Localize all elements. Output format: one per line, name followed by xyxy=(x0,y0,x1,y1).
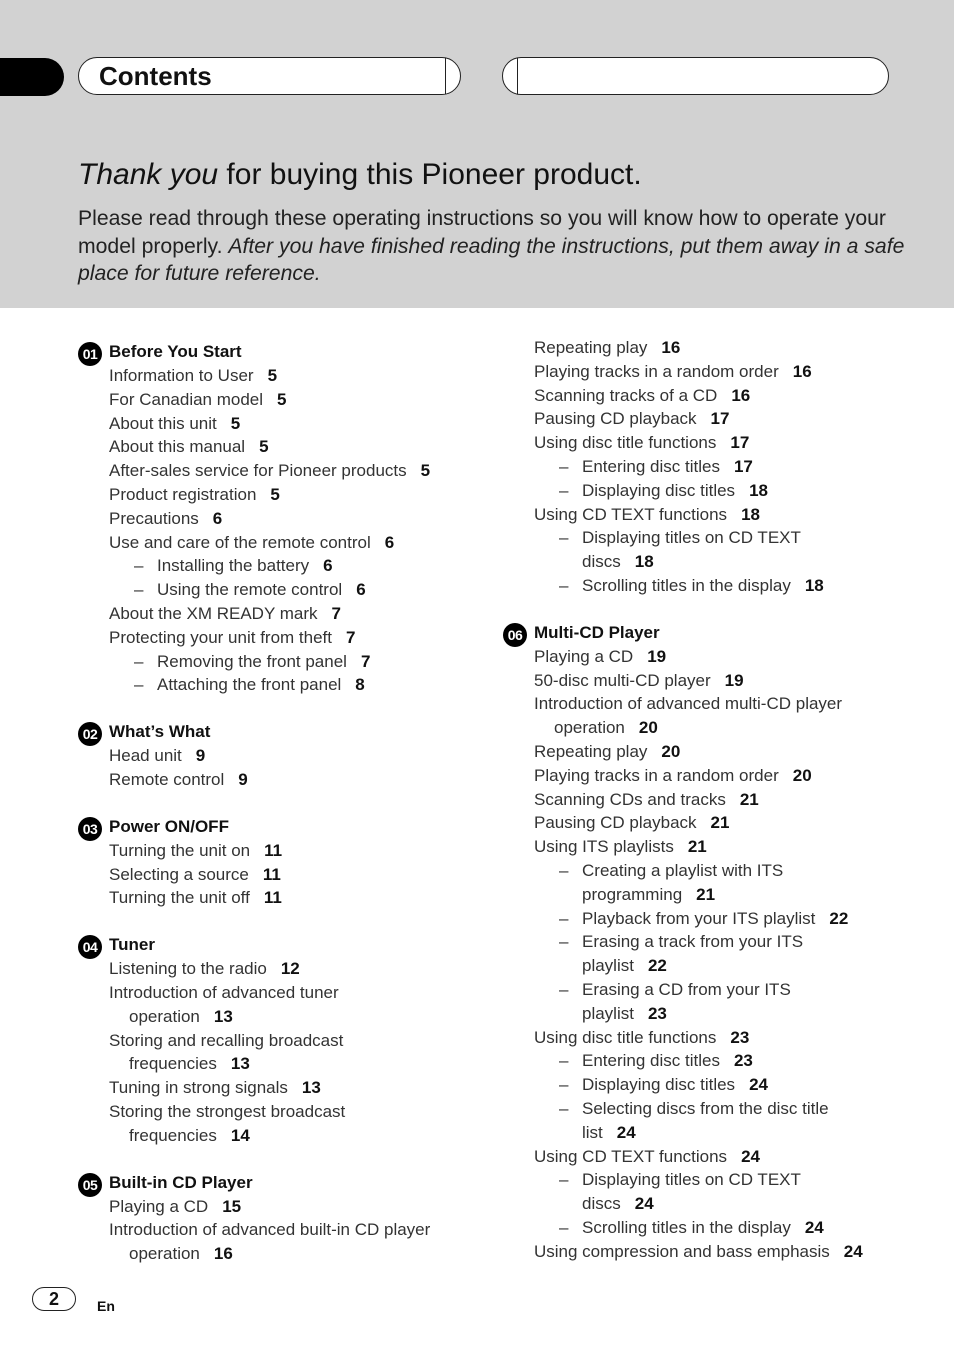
toc-section xyxy=(503,336,883,598)
sub-entry-dash: – xyxy=(559,480,569,500)
entry-text: Turning the unit off xyxy=(109,888,250,908)
entry-text: Introduction of advanced tuner xyxy=(109,982,339,1002)
toc-entry[interactable] xyxy=(78,768,458,792)
entry-page-number: 13 xyxy=(230,1054,250,1074)
section-title: Power ON/OFF xyxy=(109,816,229,836)
entry-text: 50-disc multi-CD player xyxy=(534,670,711,690)
entry-page-number: 24 xyxy=(634,1194,654,1214)
toc-entry[interactable] xyxy=(503,1145,883,1169)
toc-entry[interactable] xyxy=(503,692,883,740)
entry-continuation: playlist xyxy=(582,1003,634,1023)
toc-entry[interactable] xyxy=(78,886,458,910)
entry-page-number: 17 xyxy=(733,456,753,476)
entry-page-number: 24 xyxy=(741,1146,760,1166)
language-label: En xyxy=(97,1298,115,1314)
section-heading xyxy=(78,1171,458,1195)
toc-section xyxy=(78,933,458,1147)
toc-entry[interactable] xyxy=(503,1240,883,1264)
entry-page-number: 15 xyxy=(222,1196,242,1216)
entry-text: Using compression and bass emphasis xyxy=(534,1241,830,1261)
entry-text-continued xyxy=(561,954,883,978)
toc-entry[interactable] xyxy=(503,669,883,693)
entry-text: Scanning tracks of a CD xyxy=(534,385,718,405)
entry-page-number: 17 xyxy=(730,433,750,453)
toc-entry[interactable] xyxy=(78,650,458,674)
toc-entry[interactable] xyxy=(503,740,883,764)
entry-page-number: 11 xyxy=(262,864,281,884)
entry-text: Using disc title functions xyxy=(534,1027,717,1047)
entry-text-continued xyxy=(534,716,883,740)
entry-text: Repeating play xyxy=(534,338,648,357)
toc-entry[interactable] xyxy=(78,483,458,507)
entry-text: Playing a CD xyxy=(534,646,634,666)
entry-continuation: playlist xyxy=(582,956,634,976)
toc-entry[interactable] xyxy=(78,981,458,1029)
entry-text: Erasing a track from your ITS xyxy=(582,932,804,952)
entry-text: Listening to the radio xyxy=(109,959,267,979)
headline-rest: for buying this Pioneer product. xyxy=(218,158,642,191)
entry-page-number: 5 xyxy=(270,484,280,504)
entry-page-number: 20 xyxy=(661,741,681,761)
entry-text: Using disc title functions xyxy=(534,433,717,453)
entry-page-number: 18 xyxy=(634,552,654,572)
entry-list xyxy=(78,1195,458,1266)
entry-text: Selecting discs from the disc title xyxy=(582,1098,829,1118)
section-title: Before You Start xyxy=(109,342,242,361)
toc-entry[interactable] xyxy=(78,673,458,697)
entry-page-number: 8 xyxy=(355,675,365,695)
toc-entry[interactable] xyxy=(503,479,883,503)
toc-entry[interactable] xyxy=(503,1216,883,1240)
entry-list xyxy=(78,839,458,910)
entry-list xyxy=(503,645,883,1264)
entry-list xyxy=(78,744,458,792)
entry-page-number: 9 xyxy=(238,769,248,789)
entry-text: After-sales service for Pioneer products xyxy=(109,461,407,481)
entry-page-number: 16 xyxy=(661,338,681,357)
entry-text: Introduction of advanced multi-CD player xyxy=(534,694,843,714)
sub-entry-dash: – xyxy=(559,1170,569,1190)
toc-entry[interactable] xyxy=(503,455,883,479)
entry-text: About this manual xyxy=(109,437,246,457)
entry-text: Attaching the front panel xyxy=(157,675,342,695)
headline-italic: Thank you xyxy=(78,158,219,191)
entry-continuation: list xyxy=(582,1122,603,1142)
entry-text: Displaying disc titles xyxy=(582,1075,736,1095)
sub-entry-dash: – xyxy=(559,932,569,952)
entry-continuation: programming xyxy=(582,884,683,904)
entry-page-number: 7 xyxy=(331,603,341,623)
entry-text-continued xyxy=(561,550,883,574)
toc-entry[interactable] xyxy=(78,554,458,578)
entry-text-continued xyxy=(561,1192,883,1216)
sub-entry-dash: – xyxy=(559,979,569,999)
section-title: Built-in CD Player xyxy=(109,1172,253,1192)
entry-text-continued xyxy=(109,1052,458,1076)
entry-text-continued xyxy=(561,883,883,907)
page-number: 2 xyxy=(32,1287,76,1311)
toc-entry[interactable] xyxy=(78,602,458,626)
entry-text: Remote control xyxy=(109,769,225,789)
entry-continuation: operation xyxy=(129,1006,200,1026)
entry-text: Installing the battery xyxy=(157,556,310,576)
section-heading xyxy=(78,340,458,364)
toc-entry[interactable] xyxy=(503,1168,883,1216)
toc-section xyxy=(78,815,458,910)
toc-entry[interactable] xyxy=(503,407,883,431)
entry-continuation: discs xyxy=(582,552,621,572)
toc-entry[interactable] xyxy=(503,1073,883,1097)
entry-page-number: 21 xyxy=(710,813,730,833)
toc-entry[interactable] xyxy=(503,503,883,527)
entry-text: Introduction of advanced built-in CD player xyxy=(109,1220,431,1240)
toc-entry[interactable] xyxy=(78,1100,458,1148)
entry-page-number: 16 xyxy=(213,1244,233,1264)
toc-entry[interactable] xyxy=(78,1029,458,1077)
entry-text: Pausing CD playback xyxy=(534,813,697,833)
entry-continuation: operation xyxy=(129,1244,200,1264)
sub-entry-dash: – xyxy=(559,575,569,595)
contents-title: Contents xyxy=(99,61,212,91)
toc-entry[interactable] xyxy=(503,645,883,669)
entry-text: Storing and recalling broadcast xyxy=(109,1030,344,1050)
section-heading xyxy=(503,621,883,645)
toc-entry[interactable] xyxy=(78,531,458,555)
entry-text: Information to User xyxy=(109,366,254,385)
entry-page-number: 5 xyxy=(420,461,431,481)
entry-text: Creating a playlist with ITS xyxy=(582,860,784,880)
toc-entry[interactable] xyxy=(78,1195,458,1219)
entry-continuation: operation xyxy=(554,718,625,738)
entry-page-number: 12 xyxy=(280,959,300,979)
toc-entry[interactable] xyxy=(78,507,458,531)
entry-page-number: 14 xyxy=(230,1125,250,1145)
headline xyxy=(78,158,642,192)
entry-text: Entering disc titles xyxy=(582,1051,720,1071)
entry-text: Displaying disc titles xyxy=(582,480,736,500)
entry-page-number: 11 xyxy=(264,840,283,860)
entry-page-number: 18 xyxy=(804,575,824,595)
toc-entry[interactable] xyxy=(503,336,883,360)
toc-entry[interactable] xyxy=(503,788,883,812)
entry-page-number: 22 xyxy=(647,956,667,976)
section-number-badge: 01 xyxy=(78,342,102,366)
entry-list xyxy=(78,957,458,1147)
entry-text: Playing tracks in a random order xyxy=(534,361,779,381)
toc-entry[interactable] xyxy=(503,859,883,907)
entry-page-number: 6 xyxy=(384,532,395,552)
entry-page-number: 18 xyxy=(741,504,760,524)
entry-page-number: 7 xyxy=(346,627,356,647)
entry-text-continued xyxy=(109,1005,458,1029)
entry-text: Playback from your ITS playlist xyxy=(582,908,816,928)
intro-italic: After you have finished reading the instructions, put them away in a safe place for future reference. xyxy=(78,234,905,285)
entry-page-number: 5 xyxy=(277,389,287,409)
entry-text: Erasing a CD from your ITS xyxy=(582,979,791,999)
entry-page-number: 20 xyxy=(792,765,812,785)
entry-page-number: 21 xyxy=(739,789,759,809)
entry-text: Tuning in strong signals xyxy=(109,1078,288,1098)
entry-page-number: 9 xyxy=(195,746,206,766)
entry-text: Pausing CD playback xyxy=(534,409,697,429)
entry-page-number: 11 xyxy=(263,888,282,908)
entry-page-number: 17 xyxy=(710,409,730,429)
entry-page-number: 16 xyxy=(792,361,812,381)
entry-text: Precautions xyxy=(109,508,199,528)
entry-text: About this unit xyxy=(109,413,217,433)
toc-entry[interactable] xyxy=(78,1218,458,1266)
entry-text-continued xyxy=(109,1124,458,1148)
sub-entry-dash: – xyxy=(134,556,144,576)
entry-text: Selecting a source xyxy=(109,864,249,884)
entry-continuation: frequencies xyxy=(129,1054,217,1074)
section-title: What’s What xyxy=(109,722,211,742)
entry-page-number: 13 xyxy=(301,1078,321,1098)
entry-text: Displaying titles on CD TEXT xyxy=(582,528,801,548)
entry-continuation: frequencies xyxy=(129,1125,217,1145)
entry-page-number: 19 xyxy=(724,670,744,690)
section-number-badge: 05 xyxy=(78,1173,102,1197)
entry-page-number: 6 xyxy=(212,508,223,528)
entry-text: Product registration xyxy=(109,484,257,504)
toc-entry[interactable] xyxy=(503,978,883,1026)
entry-page-number: 6 xyxy=(356,580,366,600)
sub-entry-dash: – xyxy=(559,1051,569,1071)
toc-right-column xyxy=(503,336,883,1263)
entry-page-number: 18 xyxy=(749,480,768,500)
sub-entry-dash: – xyxy=(134,580,144,600)
sub-entry-dash: – xyxy=(559,860,569,880)
section-heading xyxy=(78,720,458,744)
sub-entry-dash: – xyxy=(559,1098,569,1118)
entry-text-continued xyxy=(561,1002,883,1026)
entry-page-number: 6 xyxy=(323,556,333,576)
toc-section xyxy=(78,720,458,792)
entry-text: Use and care of the remote control xyxy=(109,532,371,552)
toc-entry[interactable] xyxy=(78,1076,458,1100)
section-number-badge: 04 xyxy=(78,935,102,959)
entry-list xyxy=(78,364,458,697)
entry-page-number: 20 xyxy=(638,718,658,738)
entry-page-number: 24 xyxy=(843,1241,863,1261)
toc-entry[interactable] xyxy=(78,459,458,483)
toc-left-column xyxy=(78,340,458,1266)
intro-plain: Please read through these operating instructions so you will know how to operate your model properly. xyxy=(78,207,886,258)
section-number-badge: 03 xyxy=(78,817,102,841)
entry-page-number: 24 xyxy=(616,1122,636,1142)
entry-page-number: 7 xyxy=(360,651,371,671)
entry-text: Storing the strongest broadcast xyxy=(109,1101,346,1121)
toc-entry[interactable] xyxy=(503,360,883,384)
toc-entry[interactable] xyxy=(78,412,458,436)
entry-text: Protecting your unit from theft xyxy=(109,627,332,647)
entry-page-number: 5 xyxy=(230,413,241,433)
entry-page-number: 22 xyxy=(829,908,849,928)
sub-entry-dash: – xyxy=(559,1075,569,1095)
toc-entry[interactable] xyxy=(503,431,883,455)
toc-entry[interactable] xyxy=(78,839,458,863)
sub-entry-dash: – xyxy=(134,651,144,671)
contents-tab xyxy=(78,57,461,95)
toc-entry[interactable] xyxy=(78,957,458,981)
entry-text-continued xyxy=(561,1121,883,1145)
entry-text: For Canadian model xyxy=(109,389,264,409)
toc-entry[interactable] xyxy=(503,835,883,859)
entry-page-number: 24 xyxy=(749,1075,768,1095)
sub-entry-dash: – xyxy=(559,1217,569,1237)
entry-page-number: 5 xyxy=(259,437,269,457)
entry-text: Removing the front panel xyxy=(157,651,347,671)
section-title: Multi-CD Player xyxy=(534,622,660,642)
entry-list xyxy=(503,336,883,598)
entry-page-number: 23 xyxy=(647,1003,667,1023)
tab-divider xyxy=(445,58,446,94)
toc-section xyxy=(78,340,458,697)
toc-entry[interactable] xyxy=(503,1097,883,1145)
toc-entry[interactable] xyxy=(503,764,883,788)
tab-divider xyxy=(517,58,518,94)
toc-section xyxy=(503,621,883,1264)
toc-entry[interactable] xyxy=(78,435,458,459)
toc-entry[interactable] xyxy=(503,1026,883,1050)
toc-section xyxy=(78,1171,458,1266)
empty-tab xyxy=(502,57,889,95)
entry-page-number: 19 xyxy=(647,646,667,666)
section-heading xyxy=(78,815,458,839)
entry-page-number: 21 xyxy=(687,837,707,857)
entry-text: Playing a CD xyxy=(109,1196,209,1216)
section-number-badge: 06 xyxy=(503,623,527,647)
entry-page-number: 5 xyxy=(267,366,278,385)
intro-paragraph xyxy=(78,205,908,288)
section-tab-marker xyxy=(0,58,64,96)
entry-text: Using the remote control xyxy=(157,580,343,600)
toc-entry[interactable] xyxy=(78,364,458,388)
entry-text: Using CD TEXT functions xyxy=(534,1146,728,1166)
toc-entry[interactable] xyxy=(503,930,883,978)
section-number-badge: 02 xyxy=(78,722,102,746)
entry-page-number: 23 xyxy=(733,1051,753,1071)
entry-text: Scrolling titles in the display xyxy=(582,1217,791,1237)
toc-entry[interactable] xyxy=(503,526,883,574)
sub-entry-dash: – xyxy=(559,456,569,476)
entry-text: Scrolling titles in the display xyxy=(582,575,791,595)
toc-entry[interactable] xyxy=(78,626,458,650)
entry-text: Displaying titles on CD TEXT xyxy=(582,1170,801,1190)
section-heading xyxy=(78,933,458,957)
entry-text: Scanning CDs and tracks xyxy=(534,789,726,809)
entry-continuation: discs xyxy=(582,1194,621,1214)
entry-page-number: 13 xyxy=(213,1006,233,1026)
entry-page-number: 24 xyxy=(804,1217,824,1237)
sub-entry-dash: – xyxy=(134,675,144,695)
entry-text: Repeating play xyxy=(534,741,648,761)
toc-entry[interactable] xyxy=(78,863,458,887)
toc-entry[interactable] xyxy=(503,811,883,835)
entry-page-number: 21 xyxy=(696,884,716,904)
sub-entry-dash: – xyxy=(559,908,569,928)
entry-text: Turning the unit on xyxy=(109,840,251,860)
toc-entry[interactable] xyxy=(78,388,458,412)
entry-text: Head unit xyxy=(109,746,182,766)
entry-text: Using ITS playlists xyxy=(534,837,674,857)
entry-page-number: 16 xyxy=(731,385,751,405)
toc-entry[interactable] xyxy=(78,578,458,602)
entry-text-continued xyxy=(109,1242,458,1266)
entry-text: About the XM READY mark xyxy=(109,603,318,623)
entry-text: Playing tracks in a random order xyxy=(534,765,779,785)
toc-entry[interactable] xyxy=(503,1049,883,1073)
toc-entry[interactable] xyxy=(78,744,458,768)
entry-text: Entering disc titles xyxy=(582,456,720,476)
toc-entry[interactable] xyxy=(503,384,883,408)
toc-entry[interactable] xyxy=(503,574,883,598)
entry-page-number: 23 xyxy=(730,1027,750,1047)
toc-entry[interactable] xyxy=(503,907,883,931)
section-title: Tuner xyxy=(109,935,155,955)
entry-text: Using CD TEXT functions xyxy=(534,504,728,524)
sub-entry-dash: – xyxy=(559,528,569,548)
